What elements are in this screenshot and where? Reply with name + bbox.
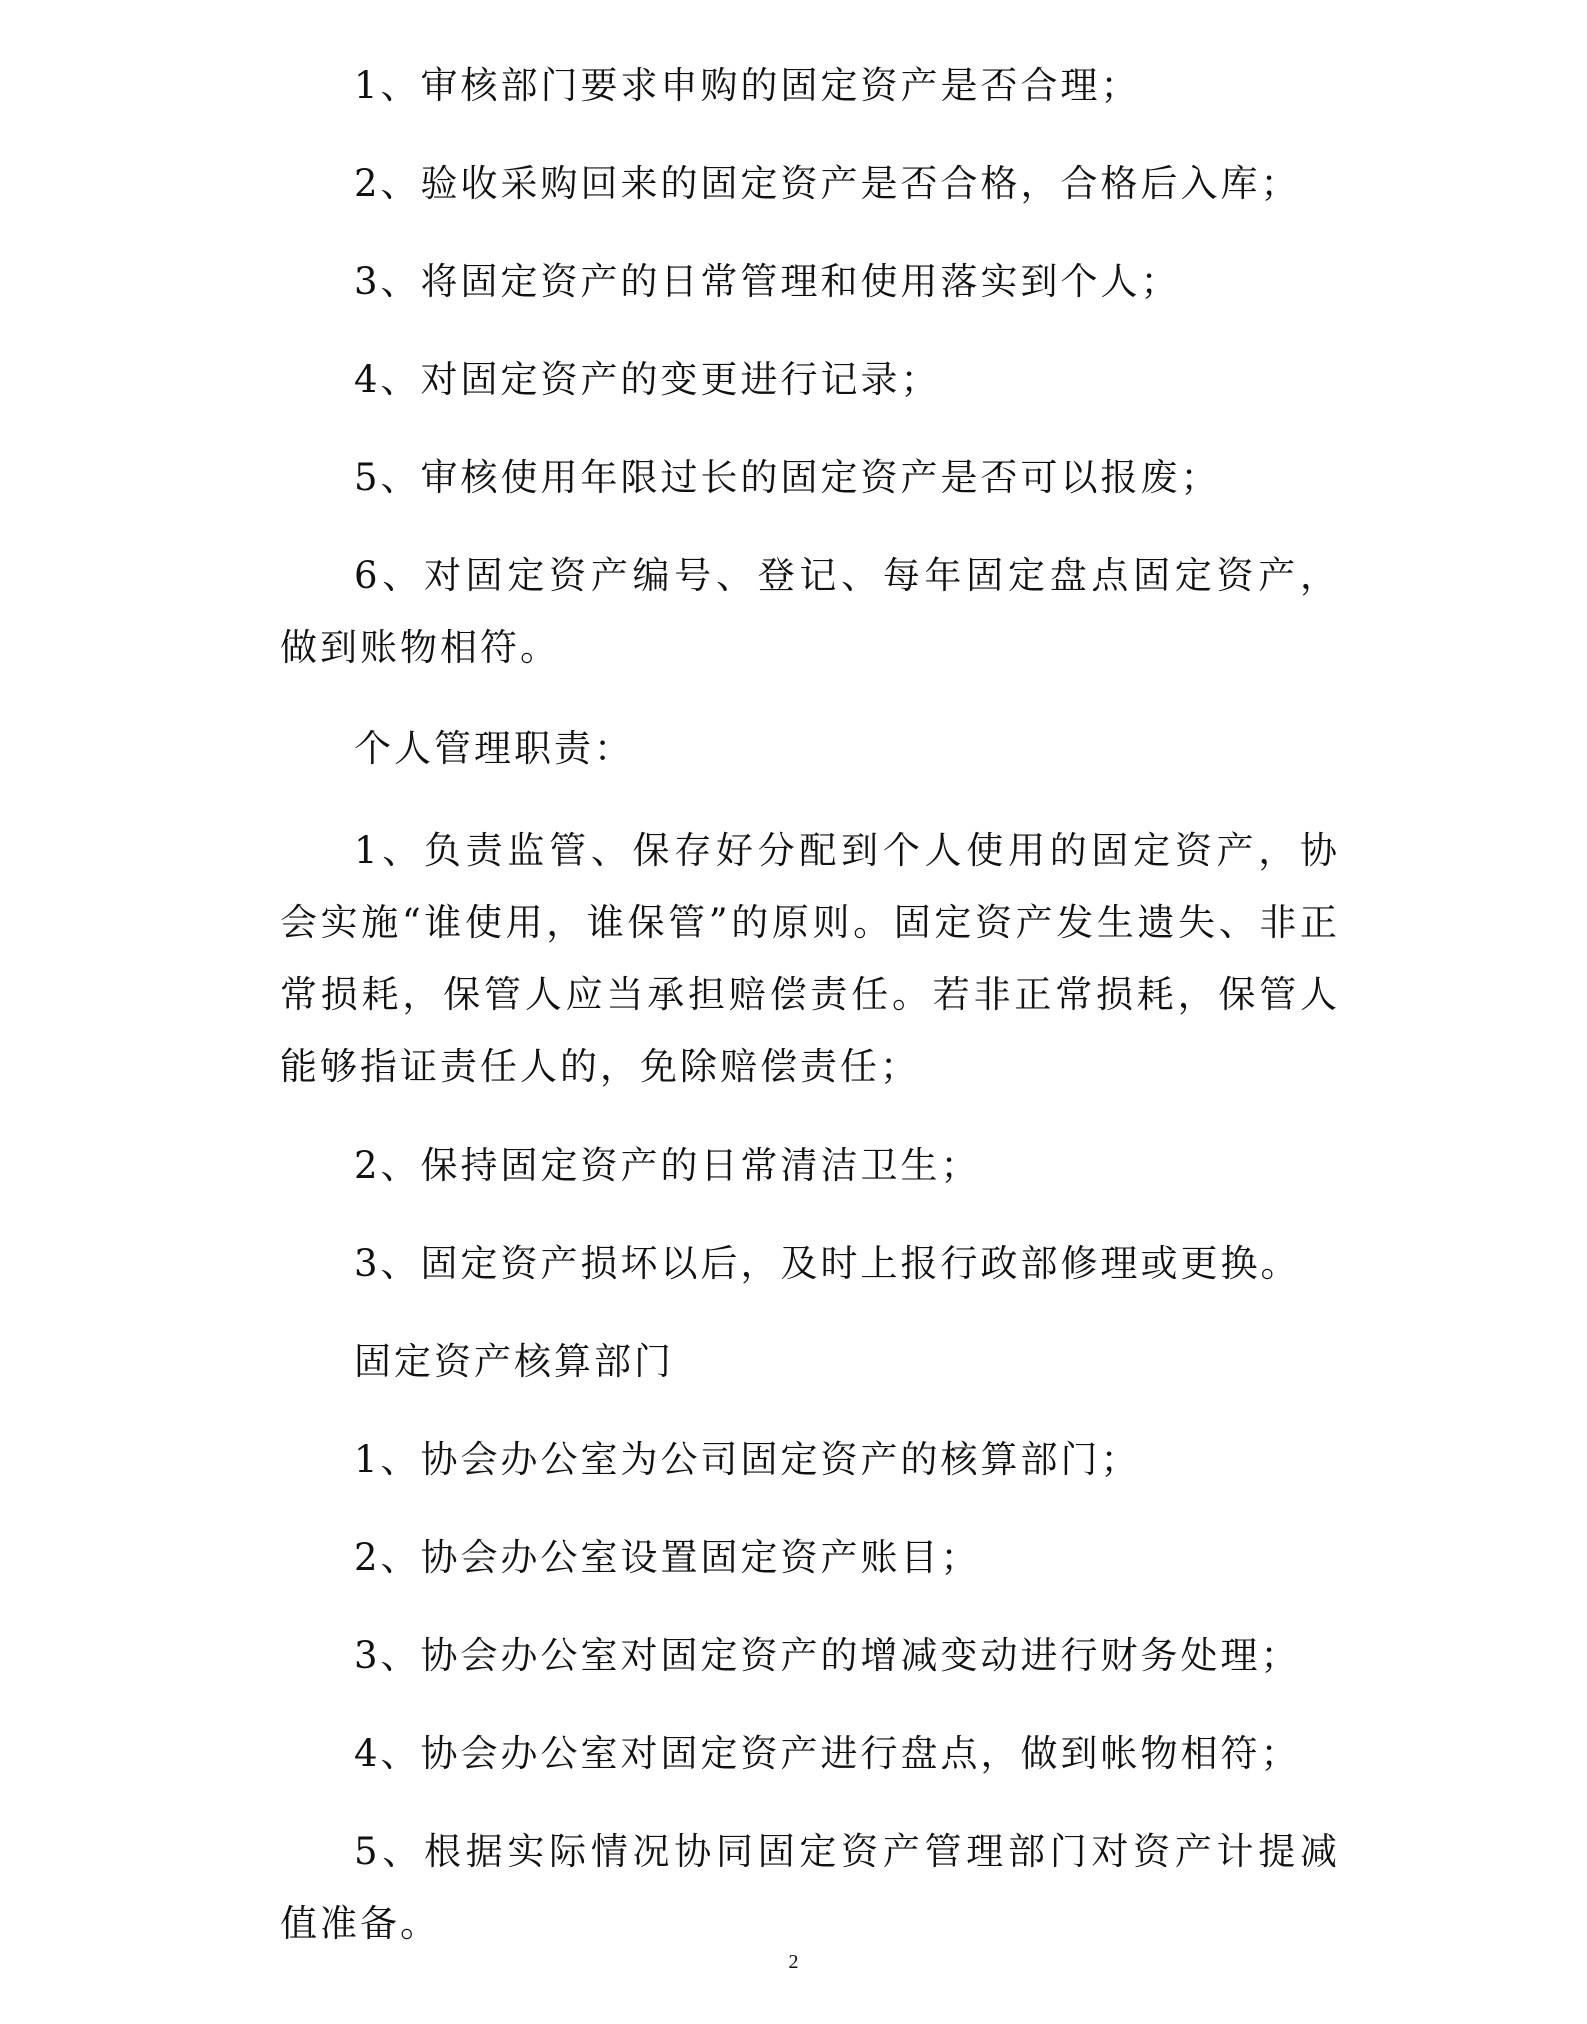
list-item: 1、负责监管、保存好分配到个人使用的固定资产，协会实施“谁使用，谁保管”的原则。固定资产发生遗失、非正常损耗，保管人应当承担赔偿责任。若非正常损耗，保管人能够指证责任人的，免除赔偿责任； [280, 829, 1340, 1088]
list-item: 4、协会办公室对固定资产进行盘点，做到帐物相符； [354, 1732, 1301, 1775]
list-item: 3、将固定资产的日常管理和使用落实到个人； [354, 260, 1181, 303]
list-item: 2、保持固定资产的日常清洁卫生； [354, 1144, 981, 1187]
list-item: 3、固定资产损坏以后，及时上报行政部修理或更换。 [354, 1242, 1301, 1285]
list-item: 3、协会办公室对固定资产的增减变动进行财务处理； [354, 1634, 1301, 1677]
list-item: 4、对固定资产的变更进行记录； [354, 358, 941, 401]
list-item: 5、审核使用年限过长的固定资产是否可以报废； [354, 456, 1221, 499]
list-item: 6、对固定资产编号、登记、每年固定盘点固定资产，做到账物相符。 [280, 554, 1340, 669]
list-item: 1、协会办公室为公司固定资产的核算部门； [354, 1438, 1141, 1481]
list-item: 2、验收采购回来的固定资产是否合格，合格后入库； [354, 162, 1301, 205]
list-item: 2、协会办公室设置固定资产账目； [354, 1536, 981, 1579]
list-item: 1、审核部门要求申购的固定资产是否合理； [354, 64, 1141, 107]
section-heading: 个人管理职责： [354, 727, 634, 770]
section-heading: 固定资产核算部门 [354, 1340, 674, 1383]
list-item: 5、根据实际情况协同固定资产管理部门对资产计提减值准备。 [280, 1830, 1340, 1945]
page-number: 2 [788, 1951, 799, 1973]
